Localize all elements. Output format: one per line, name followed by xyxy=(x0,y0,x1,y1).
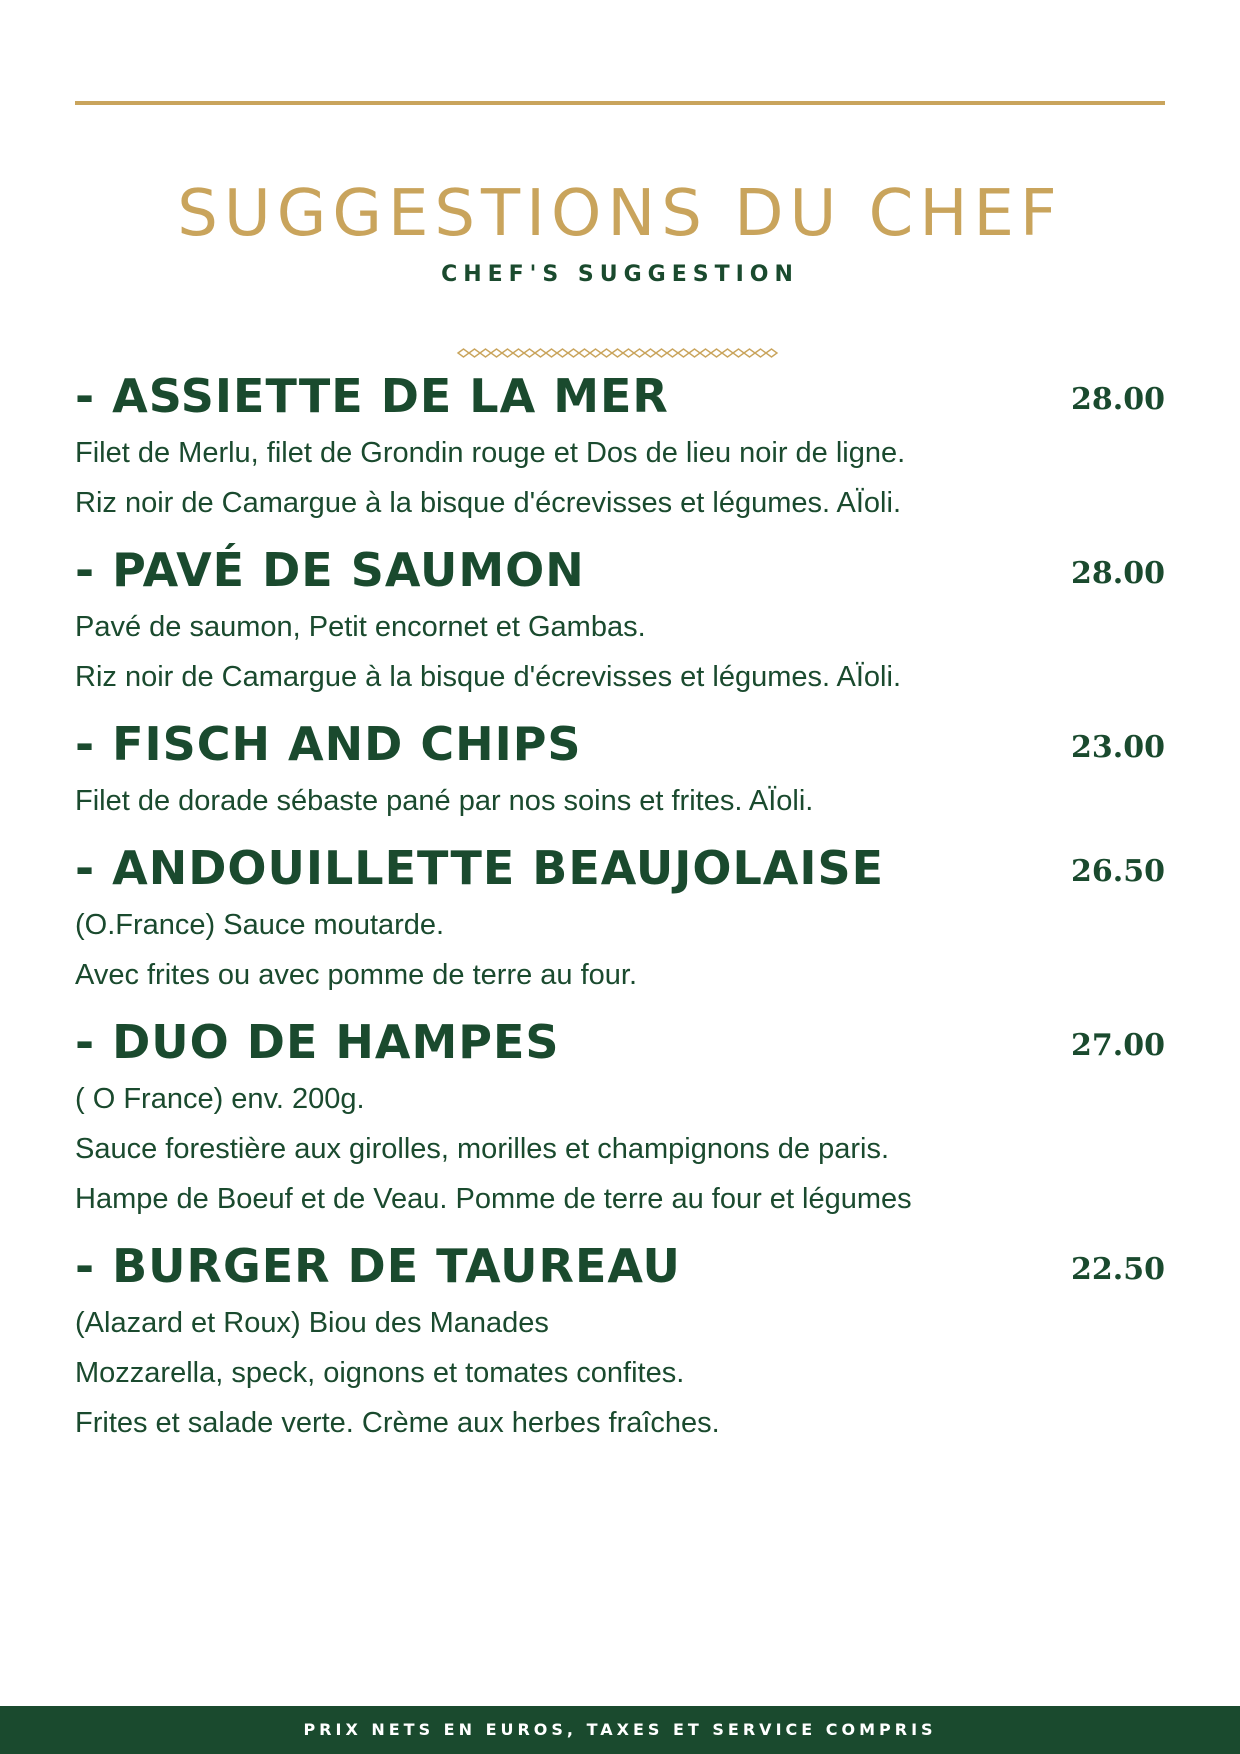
menu-item-name: - DUO DE HAMPES xyxy=(75,1015,560,1069)
page-title: SUGGESTIONS DU CHEF xyxy=(177,177,1063,251)
menu-item-price: 27.00 xyxy=(1071,1028,1165,1063)
menu-item-name: - ASSIETTE DE LA MER xyxy=(75,369,669,423)
menu-list xyxy=(75,366,1165,1448)
menu-item-price: 28.00 xyxy=(1071,556,1165,591)
menu-item-name: - BURGER DE TAUREAU xyxy=(75,1239,681,1293)
menu-item-description: (Alazard et Roux) Biou des Manades xyxy=(75,1307,549,1339)
menu-item xyxy=(75,1012,1165,1224)
diamond-ornament-icon xyxy=(454,346,786,360)
footer-banner: PRIX NETS EN EUROS, TAXES ET SERVICE COMPRIS xyxy=(0,1706,1240,1754)
menu-item-price: 26.50 xyxy=(1071,854,1165,889)
menu-item-description: Avec frites ou avec pomme de terre au four. xyxy=(75,959,638,991)
menu-item-description: (O.France) Sauce moutarde. xyxy=(75,909,445,941)
menu-item-description: Filet de Merlu, filet de Grondin rouge et Dos de lieu noir de ligne. xyxy=(75,437,906,469)
menu-item-price: 22.50 xyxy=(1071,1252,1165,1287)
menu-item-name: - FISCH AND CHIPS xyxy=(75,717,582,771)
page-subtitle: CHEF'S SUGGESTION xyxy=(441,262,799,287)
menu-item-name: - ANDOUILLETTE BEAUJOLAISE xyxy=(75,841,885,895)
menu-item-price: 28.00 xyxy=(1071,382,1165,417)
menu-item-description: Frites et salade verte. Crème aux herbes fraîches. xyxy=(75,1407,720,1439)
menu-item-name: - PAVÉ DE SAUMON xyxy=(75,543,585,597)
menu-item-price: 23.00 xyxy=(1071,730,1165,765)
menu-item xyxy=(75,1236,1165,1448)
menu-item xyxy=(75,366,1165,528)
menu-item-description: Mozzarella, speck, oignons et tomates confites. xyxy=(75,1357,685,1389)
top-gold-rule xyxy=(75,101,1165,105)
menu-item xyxy=(75,838,1165,1000)
menu-item-description: Filet de dorade sébaste pané par nos soins et frites. AÏoli. xyxy=(75,785,814,817)
menu-item-description: Sauce forestière aux girolles, morilles et champignons de paris. xyxy=(75,1133,890,1165)
menu-item xyxy=(75,714,1165,826)
menu-item-description: Riz noir de Camargue à la bisque d'écrevisses et légumes. AÏoli. xyxy=(75,661,902,693)
menu-item-description: Pavé de saumon, Petit encornet et Gambas. xyxy=(75,611,646,643)
menu-item xyxy=(75,540,1165,702)
menu-item-description: Riz noir de Camargue à la bisque d'écrevisses et légumes. AÏoli. xyxy=(75,487,902,519)
menu-item-description: Hampe de Boeuf et de Veau. Pomme de terre au four et légumes xyxy=(75,1183,912,1215)
menu-item-description: ( O France) env. 200g. xyxy=(75,1083,365,1115)
